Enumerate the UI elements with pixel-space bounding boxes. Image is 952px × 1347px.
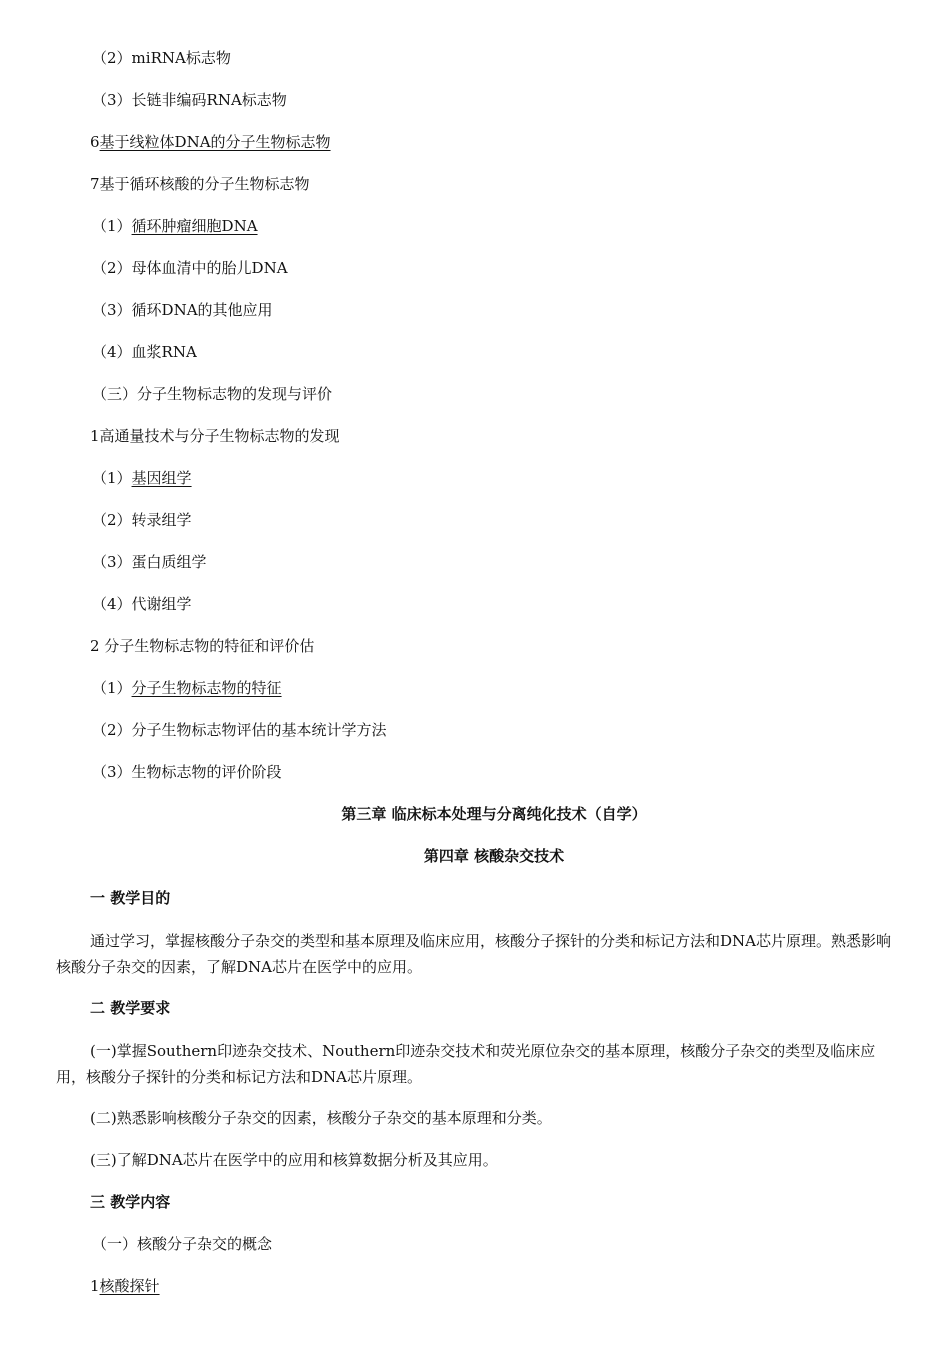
section1-paragraph: 通过学习，掌握核酸分子杂交的类型和基本原理及临床应用，核酸分子探针的分类和标记方法和DNA芯片原理。熟悉影响核酸分子杂交的因素，了解DNA芯片在医学中的应用。 (56, 932, 891, 976)
requirement-1: (一)掌握Southern印迹杂交技术、Nouthern印迹杂交技术和荧光原位杂交的基本原理，核酸分子杂交的类型及临床应用，核酸分子探针的分类和标记方法和DNA芯片原理。 (56, 1042, 876, 1086)
content-hybridization-concept: （一）核酸分子杂交的概念 (92, 1235, 273, 1253)
item-ctdna (92, 216, 258, 236)
chapter4-title: 第四章 核酸杂交技术 (423, 847, 565, 865)
requirement-2: (二)熟悉影响核酸分子杂交的因素，核酸分子杂交的基本原理和分类。 (90, 1109, 552, 1127)
item-circulating-nucleic-acid: 7基于循环核酸的分子生物标志物 (90, 175, 310, 193)
item-number: 6 (90, 133, 100, 151)
item-transcriptomics: （2）转录组学 (92, 511, 192, 529)
item-plasma-rna: （4）血浆RNA (92, 343, 197, 361)
item-mirna-markers: （2）miRNA标志物 (92, 49, 231, 67)
subsection-discovery-evaluation: （三）分子生物标志物的发现与评价 (92, 385, 333, 403)
item-fetal-dna: （2）母体血清中的胎儿DNA (92, 259, 288, 277)
underlined-term: 分子生物标志物的特征 (131, 679, 282, 697)
item-high-throughput: 1高通量技术与分子生物标志物的发现 (90, 427, 340, 445)
item-metabolomics: （4）代谢组学 (92, 595, 192, 613)
item-evaluation-stages: （3）生物标志物的评价阶段 (92, 763, 282, 781)
item-marker-features (92, 678, 282, 698)
item-statistics-methods: （2）分子生物标志物评估的基本统计学方法 (92, 721, 387, 739)
item-lncrna-markers: （3）长链非编码RNA标志物 (92, 91, 287, 109)
section2-heading: 二 教学要求 (90, 999, 171, 1017)
item-genomics (92, 468, 192, 488)
requirement-3: (三)了解DNA芯片在医学中的应用和核算数据分析及其应用。 (90, 1151, 498, 1169)
item-number: （1） (92, 469, 132, 487)
section3-heading: 三 教学内容 (90, 1193, 171, 1211)
underlined-term: 核酸探针 (99, 1277, 160, 1295)
item-number: （1） (92, 679, 132, 697)
underlined-term: 基因组学 (131, 469, 192, 487)
underlined-term: 基于线粒体DNA的分子生物标志物 (99, 133, 331, 151)
item-nucleic-acid-probe (90, 1276, 160, 1296)
item-number: （1） (92, 217, 132, 235)
chapter3-title: 第三章 临床标本处理与分离纯化技术（自学） (341, 805, 647, 823)
underlined-term: 循环肿瘤细胞DNA (131, 217, 258, 235)
item-number: 1 (90, 1277, 100, 1295)
item-circulating-dna-other: （3）循环DNA的其他应用 (92, 301, 273, 319)
item-mitochondrial-dna (90, 132, 331, 152)
item-features-evaluation: 2 分子生物标志物的特征和评价估 (90, 637, 315, 655)
section1-heading: 一 教学目的 (90, 889, 171, 907)
item-proteomics: （3）蛋白质组学 (92, 553, 207, 571)
